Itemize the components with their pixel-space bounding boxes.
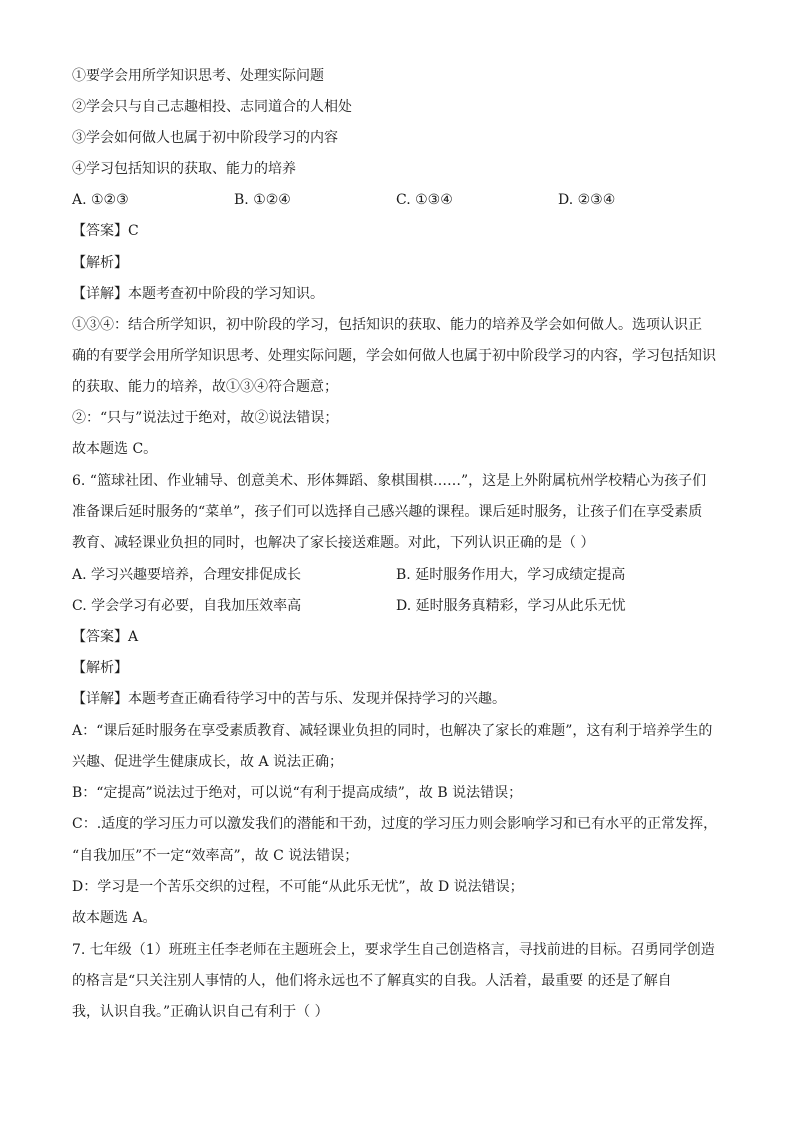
q5-statement-3: ③学会如何做人也属于初中阶段学习的内容	[72, 130, 338, 146]
q5-option-c: C. ①③④	[396, 192, 453, 208]
q5-statement-4: ④学习包括知识的获取、能力的培养	[72, 161, 296, 177]
q6-explanation-line-3: B：“定提高”说法过于绝对，可以说“有利于提高成绩”，故 B 说法错误；	[72, 785, 523, 801]
q6-explanation-line-1: A：“课后延时服务在享受素质教育、减轻课业负担的同时，也解决了家长的难题”，这有利于培养学生的	[72, 723, 713, 739]
q5-answer: 【答案】C	[72, 223, 139, 239]
q6-option-b: B. 延时服务作用大，学习成绩定提高	[396, 567, 626, 583]
q6-stem-line-1: 6. “篮球社团、作业辅导、创意美术、形体舞蹈、象棋围棋……”，这是上外附属杭州学校精心为孩子们	[72, 473, 707, 489]
q6-detail: 【详解】本题考查正确看待学习中的苦与乐、发现并保持学习的兴趣。	[72, 691, 506, 707]
q6-analysis-title: 【解析】	[72, 660, 128, 676]
q5-explanation-line-5: 故本题选 C。	[72, 441, 158, 457]
q5-explanation-line-1: ①③④：结合所学知识，初中阶段的学习，包括知识的获取、能力的培养及学会如何做人。选项认识正	[72, 317, 702, 333]
q6-option-c: C. 学会学习有必要，自我加压效率高	[72, 598, 302, 614]
q7-stem-line-1: 7. 七年级（1）班班主任李老师在主题班会上，要求学生自己创造格言，寻找前进的目标。召勇同学创造	[72, 942, 715, 958]
q5-detail: 【详解】本题考查初中阶段的学习知识。	[72, 286, 324, 302]
q5-explanation-line-4: ②：“只与”说法过于绝对，故②说法错误；	[72, 410, 339, 426]
q6-explanation-line-7: 故本题选 A。	[72, 910, 157, 926]
q6-stem-line-3: 教育、减轻课业负担的同时，也解决了家长接送难题。对此，下列认识正确的是（ ）	[72, 535, 595, 551]
q6-option-d: D. 延时服务真精彩，学习从此乐无忧	[396, 598, 626, 614]
q5-option-a: A. ①②③	[72, 192, 129, 208]
q7-stem-line-3: 我，认识自我。”正确认识自己有利于（ ）	[72, 1004, 329, 1020]
q6-explanation-line-4: C：.适度的学习压力可以激发我们的潜能和干劲，过度的学习压力则会影响学习和已有水平的正常发挥，	[72, 816, 718, 832]
q6-answer: 【答案】A	[72, 629, 139, 645]
q7-stem-line-2: 的格言是“只关注别人事情的人，他们将永远也不了解真实的自我。人活着，最重要 的还是了解自	[72, 973, 672, 989]
q6-option-a: A. 学习兴趣要培养，合理安排促成长	[72, 567, 302, 583]
q6-explanation-line-5: “自我加压”不一定“效率高”，故 C 说法错误；	[72, 848, 359, 864]
q5-statement-1: ①要学会用所学知识思考、处理实际问题	[72, 68, 324, 84]
q5-option-d: D. ②③④	[558, 192, 616, 208]
q5-option-b: B. ①②④	[234, 192, 291, 208]
q5-explanation-line-3: 的获取、能力的培养，故①③④符合题意；	[72, 379, 338, 395]
q6-explanation-line-2: 兴趣、促进学生健康成长，故 A 说法正确；	[72, 754, 344, 770]
q6-stem-line-2: 准备课后延时服务的“菜单”，孩子们可以选择自己感兴趣的课程。课后延时服务，让孩子们在享受素质	[72, 504, 703, 520]
q6-explanation-line-6: D：学习是一个苦乐交织的过程，不可能“从此乐无忧”，故 D 说法错误；	[72, 879, 524, 895]
q5-explanation-line-2: 确的有要学会用所学知识思考、处理实际问题，学会如何做人也属于初中阶段学习的内容，学习包括知识	[72, 348, 716, 364]
q5-analysis-title: 【解析】	[72, 255, 128, 271]
q5-statement-2: ②学会只与自己志趣相投、志同道合的人相处	[72, 99, 352, 115]
